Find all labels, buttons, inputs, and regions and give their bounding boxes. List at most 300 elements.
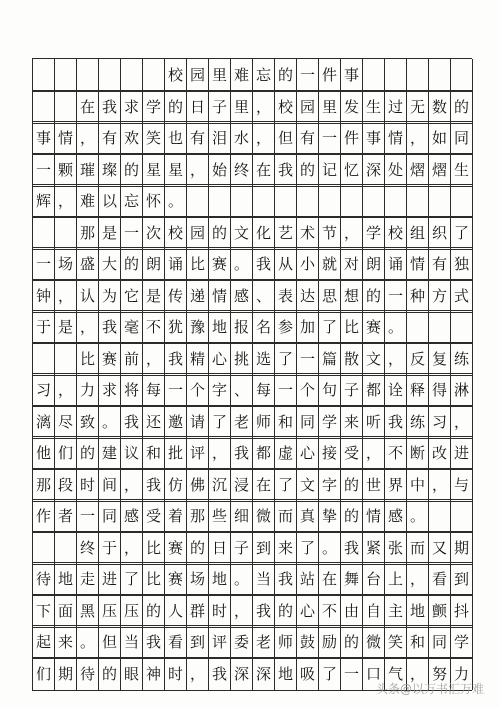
grid-cell: 师: [275, 626, 297, 658]
grid-cell: 时: [77, 469, 99, 501]
grid-cell: 赛: [209, 248, 231, 280]
grid-cell: 的: [187, 532, 209, 564]
grid-cell: 深: [363, 154, 385, 186]
grid-cell: 口: [363, 658, 385, 690]
grid-cell: 真: [297, 500, 319, 532]
grid-cell: 沉: [209, 469, 231, 501]
grid-cell: 辉: [33, 185, 55, 217]
grid-cell: 人: [165, 595, 187, 627]
grid-cell: 黑: [77, 595, 99, 627]
grid-cell: 心: [209, 343, 231, 375]
grid-cell: 朗: [363, 248, 385, 280]
grid-cell: 加: [297, 311, 319, 343]
grid-cell: 日: [209, 532, 231, 564]
grid-cell: 子: [231, 532, 253, 564]
grid-cell: 有: [429, 248, 451, 280]
grid-cell: 起: [33, 626, 55, 658]
grid-cell: 些: [209, 500, 231, 532]
grid-cell: 反: [407, 343, 429, 375]
grid-cell: 的: [341, 626, 363, 658]
grid-cell: 努: [429, 658, 451, 690]
grid-cell: 也: [165, 122, 187, 154]
grid-cell: 我: [121, 406, 143, 438]
grid-cell: 情: [407, 248, 429, 280]
grid-cell: ，: [143, 343, 165, 375]
grid-cell: 自: [363, 595, 385, 627]
grid-cell: 赛: [99, 343, 121, 375]
grid-row: [32, 121, 472, 155]
grid-cell: 每: [143, 374, 165, 406]
grid-cell: [55, 343, 77, 375]
grid-cell: 不: [385, 437, 407, 469]
grid-cell: 每: [253, 374, 275, 406]
grid-cell: [341, 185, 363, 217]
grid-cell: 走: [77, 563, 99, 595]
grid-cell: 改: [429, 437, 451, 469]
grid-cell: ，: [253, 91, 275, 123]
grid-row: [32, 562, 472, 596]
grid-cell: 评: [187, 437, 209, 469]
grid-cell: 世: [363, 469, 385, 501]
grid-cell: 盛: [77, 248, 99, 280]
grid-cell: 的: [451, 91, 473, 123]
grid-cell: 练: [407, 406, 429, 438]
grid-cell: 比: [77, 343, 99, 375]
grid-cell: [319, 185, 341, 217]
grid-cell: 一: [77, 500, 99, 532]
grid-cell: 和: [143, 437, 165, 469]
grid-cell: 事: [33, 122, 55, 154]
grid-cell: 还: [143, 406, 165, 438]
grid-cell: 建: [99, 437, 121, 469]
grid-cell: 。: [385, 311, 407, 343]
grid-cell: 时: [209, 595, 231, 627]
grid-cell: 同: [99, 500, 121, 532]
grid-cell: [55, 217, 77, 249]
grid-cell: 日: [187, 91, 209, 123]
grid-cell: 受: [143, 500, 165, 532]
grid-cell: 精: [187, 343, 209, 375]
grid-cell: 心: [297, 437, 319, 469]
grid-cell: ，: [451, 406, 473, 438]
grid-cell: 是: [99, 217, 121, 249]
grid-cell: 文: [231, 217, 253, 249]
grid-cell: 情: [209, 280, 231, 312]
grid-cell: 压: [121, 595, 143, 627]
grid-cell: 校: [275, 91, 297, 123]
grid-cell: [385, 59, 407, 91]
grid-cell: 委: [231, 626, 253, 658]
grid-cell: [429, 59, 451, 91]
grid-cell: 到: [451, 563, 473, 595]
grid-cell: 作: [33, 500, 55, 532]
grid-cell: 有: [187, 122, 209, 154]
grid-cell: [33, 343, 55, 375]
grid-cell: 笑: [143, 122, 165, 154]
grid-cell: 璀: [77, 154, 99, 186]
grid-cell: 力: [451, 658, 473, 690]
grid-cell: 的: [275, 59, 297, 91]
grid-cell: 句: [319, 374, 341, 406]
grid-cell: 期: [451, 532, 473, 564]
grid-cell: [451, 311, 473, 343]
grid-cell: [77, 59, 99, 91]
grid-cell: 受: [341, 437, 363, 469]
grid-cell: 接: [319, 437, 341, 469]
grid-cell: 者: [55, 500, 77, 532]
grid-cell: 以: [99, 185, 121, 217]
grid-cell: 仿: [165, 469, 187, 501]
grid-cell: 的: [143, 595, 165, 627]
grid-cell: 、: [231, 374, 253, 406]
grid-cell: 式: [451, 280, 473, 312]
grid-cell: 赛: [165, 532, 187, 564]
grid-cell: 诵: [385, 248, 407, 280]
grid-cell: 邀: [165, 406, 187, 438]
grid-cell: [429, 185, 451, 217]
grid-cell: 评: [209, 626, 231, 658]
grid-cell: 。: [231, 563, 253, 595]
grid-cell: 不: [319, 595, 341, 627]
grid-cell: [385, 185, 407, 217]
grid-cell: 老: [231, 406, 253, 438]
grid-cell: 当: [253, 563, 275, 595]
grid-cell: 它: [121, 280, 143, 312]
grid-cell: 进: [451, 437, 473, 469]
grid-cell: 挚: [319, 500, 341, 532]
grid-cell: ，: [121, 469, 143, 501]
grid-cell: 紧: [363, 532, 385, 564]
grid-cell: 致: [77, 406, 99, 438]
grid-cell: 织: [429, 217, 451, 249]
grid-cell: 。: [77, 626, 99, 658]
grid-cell: 生: [363, 91, 385, 123]
grid-cell: 着: [165, 500, 187, 532]
grid-cell: [121, 59, 143, 91]
grid-cell: 方: [429, 280, 451, 312]
grid-cell: [363, 185, 385, 217]
grid-cell: 一: [33, 248, 55, 280]
grid-cell: 名: [253, 311, 275, 343]
grid-cell: 颗: [55, 154, 77, 186]
grid-cell: [143, 59, 165, 91]
grid-cell: 一: [121, 217, 143, 249]
grid-cell: 抖: [451, 595, 473, 627]
grid-cell: 前: [121, 343, 143, 375]
grid-cell: 始: [209, 154, 231, 186]
grid-cell: 断: [407, 437, 429, 469]
grid-cell: 期: [55, 658, 77, 690]
grid-cell: 有: [297, 122, 319, 154]
grid-cell: 情: [385, 122, 407, 154]
grid-cell: ，: [77, 122, 99, 154]
grid-cell: 一: [33, 154, 55, 186]
grid-cell: 为: [99, 280, 121, 312]
grid-cell: 那: [77, 217, 99, 249]
grid-cell: 一: [319, 122, 341, 154]
grid-cell: 求: [99, 374, 121, 406]
grid-cell: 虚: [275, 437, 297, 469]
grid-cell: [33, 59, 55, 91]
grid-cell: 同: [297, 406, 319, 438]
grid-cell: 认: [77, 280, 99, 312]
watermark-text: 头条@以万书汇万难: [375, 682, 484, 696]
grid-cell: 地: [275, 658, 297, 690]
grid-cell: 。: [231, 248, 253, 280]
grid-cell: [451, 500, 473, 532]
grid-cell: 毫: [121, 311, 143, 343]
grid-cell: 忆: [341, 154, 363, 186]
grid-row: [32, 279, 472, 313]
grid-row: [32, 90, 472, 124]
grid-cell: 大: [99, 248, 121, 280]
grid-cell: 同: [429, 626, 451, 658]
grid-cell: 化: [253, 217, 275, 249]
grid-cell: ，: [55, 374, 77, 406]
grid-cell: 艺: [275, 217, 297, 249]
grid-cell: 的: [121, 248, 143, 280]
grid-cell: 的: [341, 500, 363, 532]
grid-cell: 了: [209, 406, 231, 438]
grid-cell: 思: [319, 280, 341, 312]
grid-cell: 但: [275, 122, 297, 154]
grid-cell: 过: [385, 91, 407, 123]
grid-row: [32, 531, 472, 565]
grid-cell: 终: [77, 532, 99, 564]
grid-row: [32, 499, 472, 533]
grid-row: [32, 342, 472, 376]
grid-cell: 感: [121, 500, 143, 532]
grid-row: [32, 625, 472, 659]
grid-cell: [231, 185, 253, 217]
grid-cell: 了: [121, 563, 143, 595]
grid-cell: 诠: [385, 374, 407, 406]
grid-cell: 微: [363, 626, 385, 658]
grid-cell: ，: [341, 217, 363, 249]
grid-cell: [33, 217, 55, 249]
grid-cell: ，: [187, 658, 209, 690]
grid-cell: 件: [319, 59, 341, 91]
grid-cell: 界: [385, 469, 407, 501]
grid-cell: 情: [55, 122, 77, 154]
grid-cell: 来: [55, 626, 77, 658]
grid-cell: [99, 59, 121, 91]
grid-cell: 校: [165, 59, 187, 91]
grid-cell: 星: [165, 154, 187, 186]
grid-cell: 我: [253, 595, 275, 627]
grid-cell: 。: [165, 185, 187, 217]
grid-cell: 眼: [121, 658, 143, 690]
grid-cell: 节: [319, 217, 341, 249]
grid-cell: 了: [275, 343, 297, 375]
grid-cell: ，: [55, 280, 77, 312]
grid-cell: 想: [341, 280, 363, 312]
grid-cell: 我: [341, 532, 363, 564]
grid-cell: 他: [33, 437, 55, 469]
grid-cell: [451, 185, 473, 217]
grid-cell: 字: [209, 374, 231, 406]
grid-cell: 诵: [165, 248, 187, 280]
grid-cell: 熠: [407, 154, 429, 186]
grid-cell: 是: [55, 311, 77, 343]
grid-row: [32, 247, 472, 281]
grid-cell: 得: [429, 374, 451, 406]
grid-cell: 无: [407, 91, 429, 123]
grid-cell: 记: [319, 154, 341, 186]
grid-cell: 术: [297, 217, 319, 249]
grid-cell: 面: [55, 595, 77, 627]
grid-cell: ，: [407, 563, 429, 595]
grid-cell: 了: [451, 217, 473, 249]
grid-cell: 于: [33, 311, 55, 343]
grid-cell: 递: [187, 280, 209, 312]
grid-cell: [55, 59, 77, 91]
grid-cell: 忘: [121, 185, 143, 217]
grid-cell: 事: [363, 122, 385, 154]
grid-cell: 看: [429, 563, 451, 595]
grid-cell: 处: [385, 154, 407, 186]
grid-cell: 浸: [231, 469, 253, 501]
grid-cell: 和: [275, 406, 297, 438]
grid-cell: 鼓: [297, 626, 319, 658]
grid-cell: [429, 311, 451, 343]
grid-cell: 我: [143, 626, 165, 658]
grid-cell: ，: [55, 185, 77, 217]
grid-cell: 的: [275, 595, 297, 627]
grid-row: [32, 153, 472, 187]
grid-cell: 深: [231, 658, 253, 690]
grid-cell: 我: [253, 248, 275, 280]
grid-cell: 场: [55, 248, 77, 280]
grid-cell: 个: [297, 374, 319, 406]
grid-cell: 园: [297, 91, 319, 123]
grid-cell: 达: [297, 280, 319, 312]
grid-cell: 件: [341, 122, 363, 154]
grid-cell: 的: [165, 91, 187, 123]
grid-cell: [33, 532, 55, 564]
grid-cell: 看: [165, 626, 187, 658]
grid-cell: 细: [231, 500, 253, 532]
grid-cell: 挑: [231, 343, 253, 375]
grid-cell: 璨: [99, 154, 121, 186]
grid-cell: 比: [143, 563, 165, 595]
grid-cell: 有: [99, 122, 121, 154]
grid-cell: 吸: [297, 658, 319, 690]
grid-cell: 参: [275, 311, 297, 343]
grid-cell: 待: [33, 563, 55, 595]
grid-cell: 感: [231, 280, 253, 312]
grid-cell: [297, 185, 319, 217]
grid-cell: 佛: [187, 469, 209, 501]
grid-cell: 段: [55, 469, 77, 501]
grid-cell: ，: [209, 437, 231, 469]
grid-row: [32, 468, 472, 502]
grid-cell: 豫: [187, 311, 209, 343]
grid-cell: 微: [253, 500, 275, 532]
grid-cell: 进: [99, 563, 121, 595]
grid-cell: 当: [121, 626, 143, 658]
grid-cell: 都: [363, 374, 385, 406]
grid-cell: 表: [275, 280, 297, 312]
grid-cell: 力: [77, 374, 99, 406]
grid-cell: 到: [187, 626, 209, 658]
grid-cell: 到: [253, 532, 275, 564]
grid-row: [32, 594, 472, 628]
grid-cell: 子: [209, 91, 231, 123]
grid-cell: 在: [319, 563, 341, 595]
grid-cell: 熠: [429, 154, 451, 186]
grid-cell: 淋: [451, 374, 473, 406]
grid-cell: 学: [143, 91, 165, 123]
grid-cell: 在: [253, 154, 275, 186]
grid-cell: 都: [253, 437, 275, 469]
grid-cell: 我: [99, 311, 121, 343]
grid-cell: 压: [99, 595, 121, 627]
grid-cell: 习: [33, 374, 55, 406]
grid-cell: ，: [407, 122, 429, 154]
grid-cell: 我: [385, 406, 407, 438]
grid-cell: 了: [319, 311, 341, 343]
grid-cell: 我: [275, 563, 297, 595]
grid-cell: 又: [429, 532, 451, 564]
grid-cell: 和: [407, 626, 429, 658]
grid-cell: 种: [407, 280, 429, 312]
grid-cell: 张: [385, 532, 407, 564]
grid-cell: 一: [341, 658, 363, 690]
grid-cell: 神: [143, 658, 165, 690]
grid-cell: 那: [33, 469, 55, 501]
grid-cell: 来: [275, 532, 297, 564]
grid-cell: 的: [209, 217, 231, 249]
grid-cell: 学: [451, 626, 473, 658]
grid-cell: 的: [363, 280, 385, 312]
grid-cell: 是: [143, 280, 165, 312]
grid-cell: 下: [33, 595, 55, 627]
grid-cell: 同: [451, 122, 473, 154]
grid-cell: 犹: [165, 311, 187, 343]
grid-cell: ，: [407, 658, 429, 690]
grid-cell: 里: [231, 91, 253, 123]
grid-cell: 心: [297, 595, 319, 627]
grid-cell: 场: [187, 563, 209, 595]
grid-cell: [363, 59, 385, 91]
grid-cell: 的: [77, 437, 99, 469]
grid-cell: 们: [55, 437, 77, 469]
grid-cell: 比: [143, 532, 165, 564]
grid-cell: 我: [209, 658, 231, 690]
grid-cell: ，: [231, 595, 253, 627]
grid-cell: 群: [187, 595, 209, 627]
grid-cell: 了: [297, 532, 319, 564]
grid-cell: ，: [385, 343, 407, 375]
grid-cell: 忘: [253, 59, 275, 91]
grid-cell: 待: [77, 658, 99, 690]
grid-cell: 间: [99, 469, 121, 501]
grid-cell: ，: [77, 311, 99, 343]
grid-cell: 赛: [363, 311, 385, 343]
grid-cell: 校: [385, 217, 407, 249]
grid-cell: ，: [363, 437, 385, 469]
grid-cell: 站: [297, 563, 319, 595]
grid-cell: 漓: [33, 406, 55, 438]
grid-cell: 、: [253, 280, 275, 312]
grid-cell: 一: [275, 374, 297, 406]
grid-cell: 就: [319, 248, 341, 280]
grid-cell: 于: [99, 532, 121, 564]
grid-cell: 释: [407, 374, 429, 406]
grid-cell: 泪: [209, 122, 231, 154]
grid-row: [32, 58, 472, 92]
